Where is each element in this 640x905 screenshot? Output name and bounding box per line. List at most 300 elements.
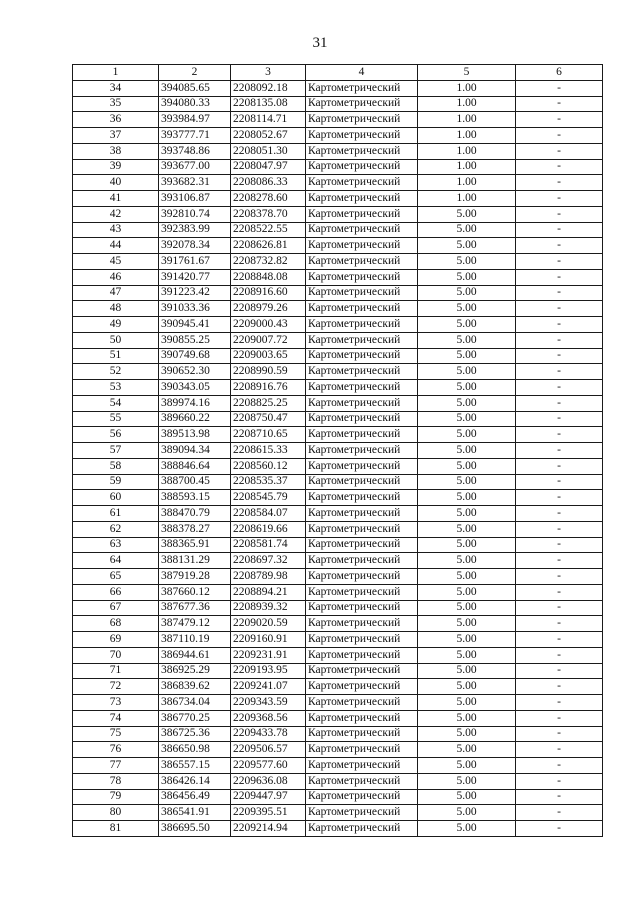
note-cell: - bbox=[516, 222, 603, 238]
method-cell: Картометрический bbox=[306, 506, 418, 522]
x-coordinate-cell: 386925.29 bbox=[159, 663, 231, 679]
point-number-cell: 57 bbox=[73, 443, 159, 459]
note-cell: - bbox=[516, 348, 603, 364]
y-coordinate-cell: 2208092.18 bbox=[231, 80, 306, 96]
x-coordinate-cell: 388846.64 bbox=[159, 458, 231, 474]
y-coordinate-cell: 2209007.72 bbox=[231, 332, 306, 348]
x-coordinate-cell: 386695.50 bbox=[159, 821, 231, 837]
point-number-cell: 65 bbox=[73, 569, 159, 585]
note-cell: - bbox=[516, 553, 603, 569]
point-number-cell: 79 bbox=[73, 789, 159, 805]
method-cell: Картометрический bbox=[306, 647, 418, 663]
table-row bbox=[73, 490, 603, 506]
accuracy-cell: 5.00 bbox=[418, 663, 516, 679]
x-coordinate-cell: 394085.65 bbox=[159, 80, 231, 96]
x-coordinate-cell: 389660.22 bbox=[159, 411, 231, 427]
y-coordinate-cell: 2208979.26 bbox=[231, 301, 306, 317]
y-coordinate-cell: 2208619.66 bbox=[231, 521, 306, 537]
x-coordinate-cell: 392810.74 bbox=[159, 206, 231, 222]
accuracy-cell: 5.00 bbox=[418, 348, 516, 364]
x-coordinate-cell: 386770.25 bbox=[159, 710, 231, 726]
method-cell: Картометрический bbox=[306, 191, 418, 207]
y-coordinate-cell: 2208584.07 bbox=[231, 506, 306, 522]
x-coordinate-cell: 393984.97 bbox=[159, 112, 231, 128]
y-coordinate-cell: 2208789.98 bbox=[231, 569, 306, 585]
point-number-cell: 52 bbox=[73, 364, 159, 380]
y-coordinate-cell: 2208894.21 bbox=[231, 584, 306, 600]
note-cell: - bbox=[516, 301, 603, 317]
note-cell: - bbox=[516, 695, 603, 711]
method-cell: Картометрический bbox=[306, 80, 418, 96]
y-coordinate-cell: 2209003.65 bbox=[231, 348, 306, 364]
note-cell: - bbox=[516, 789, 603, 805]
table-row bbox=[73, 584, 603, 600]
accuracy-cell: 5.00 bbox=[418, 506, 516, 522]
method-cell: Картометрический bbox=[306, 317, 418, 333]
accuracy-cell: 5.00 bbox=[418, 710, 516, 726]
y-coordinate-cell: 2208697.32 bbox=[231, 553, 306, 569]
point-number-cell: 81 bbox=[73, 821, 159, 837]
x-coordinate-cell: 389094.34 bbox=[159, 443, 231, 459]
method-cell: Картометрический bbox=[306, 616, 418, 632]
table-header bbox=[73, 65, 603, 81]
note-cell: - bbox=[516, 742, 603, 758]
accuracy-cell: 5.00 bbox=[418, 364, 516, 380]
note-cell: - bbox=[516, 269, 603, 285]
table-row bbox=[73, 159, 603, 175]
accuracy-cell: 5.00 bbox=[418, 789, 516, 805]
y-coordinate-cell: 2208825.25 bbox=[231, 395, 306, 411]
table-row bbox=[73, 742, 603, 758]
x-coordinate-cell: 386456.49 bbox=[159, 789, 231, 805]
note-cell: - bbox=[516, 427, 603, 443]
table-row bbox=[73, 317, 603, 333]
note-cell: - bbox=[516, 112, 603, 128]
point-number-cell: 62 bbox=[73, 521, 159, 537]
y-coordinate-cell: 2208916.76 bbox=[231, 380, 306, 396]
table-body bbox=[73, 80, 603, 836]
table-row bbox=[73, 789, 603, 805]
method-cell: Картометрический bbox=[306, 222, 418, 238]
accuracy-cell: 5.00 bbox=[418, 317, 516, 333]
x-coordinate-cell: 393682.31 bbox=[159, 175, 231, 191]
accuracy-cell: 5.00 bbox=[418, 695, 516, 711]
x-coordinate-cell: 391761.67 bbox=[159, 254, 231, 270]
method-cell: Картометрический bbox=[306, 301, 418, 317]
point-number-cell: 51 bbox=[73, 348, 159, 364]
note-cell: - bbox=[516, 521, 603, 537]
table-row bbox=[73, 506, 603, 522]
y-coordinate-cell: 2208378.70 bbox=[231, 206, 306, 222]
table-row bbox=[73, 616, 603, 632]
accuracy-cell: 1.00 bbox=[418, 175, 516, 191]
point-number-cell: 56 bbox=[73, 427, 159, 443]
y-coordinate-cell: 2209241.07 bbox=[231, 679, 306, 695]
y-coordinate-cell: 2209506.57 bbox=[231, 742, 306, 758]
point-number-cell: 40 bbox=[73, 175, 159, 191]
note-cell: - bbox=[516, 238, 603, 254]
accuracy-cell: 5.00 bbox=[418, 726, 516, 742]
y-coordinate-cell: 2208626.81 bbox=[231, 238, 306, 254]
note-cell: - bbox=[516, 128, 603, 144]
x-coordinate-cell: 390855.25 bbox=[159, 332, 231, 348]
point-number-cell: 48 bbox=[73, 301, 159, 317]
x-coordinate-cell: 391223.42 bbox=[159, 285, 231, 301]
accuracy-cell: 5.00 bbox=[418, 553, 516, 569]
accuracy-cell: 5.00 bbox=[418, 332, 516, 348]
table-row bbox=[73, 537, 603, 553]
y-coordinate-cell: 2208750.47 bbox=[231, 411, 306, 427]
accuracy-cell: 5.00 bbox=[418, 742, 516, 758]
table-row bbox=[73, 474, 603, 490]
column-header-1: 1 bbox=[73, 65, 159, 81]
x-coordinate-cell: 392078.34 bbox=[159, 238, 231, 254]
y-coordinate-cell: 2208522.55 bbox=[231, 222, 306, 238]
method-cell: Картометрический bbox=[306, 380, 418, 396]
accuracy-cell: 5.00 bbox=[418, 474, 516, 490]
y-coordinate-cell: 2208278.60 bbox=[231, 191, 306, 207]
method-cell: Картометрический bbox=[306, 348, 418, 364]
table-row bbox=[73, 364, 603, 380]
y-coordinate-cell: 2209343.59 bbox=[231, 695, 306, 711]
method-cell: Картометрический bbox=[306, 758, 418, 774]
x-coordinate-cell: 386839.62 bbox=[159, 679, 231, 695]
table-row bbox=[73, 821, 603, 837]
accuracy-cell: 1.00 bbox=[418, 143, 516, 159]
point-number-cell: 47 bbox=[73, 285, 159, 301]
table-row bbox=[73, 647, 603, 663]
x-coordinate-cell: 387110.19 bbox=[159, 632, 231, 648]
method-cell: Картометрический bbox=[306, 458, 418, 474]
note-cell: - bbox=[516, 206, 603, 222]
y-coordinate-cell: 2208545.79 bbox=[231, 490, 306, 506]
table-row bbox=[73, 553, 603, 569]
accuracy-cell: 5.00 bbox=[418, 285, 516, 301]
table-row bbox=[73, 222, 603, 238]
y-coordinate-cell: 2208086.33 bbox=[231, 175, 306, 191]
accuracy-cell: 5.00 bbox=[418, 411, 516, 427]
point-number-cell: 72 bbox=[73, 679, 159, 695]
point-number-cell: 66 bbox=[73, 584, 159, 600]
x-coordinate-cell: 391420.77 bbox=[159, 269, 231, 285]
y-coordinate-cell: 2208535.37 bbox=[231, 474, 306, 490]
y-coordinate-cell: 2209636.08 bbox=[231, 773, 306, 789]
point-number-cell: 77 bbox=[73, 758, 159, 774]
point-number-cell: 64 bbox=[73, 553, 159, 569]
table-row bbox=[73, 569, 603, 585]
point-number-cell: 41 bbox=[73, 191, 159, 207]
table-row bbox=[73, 758, 603, 774]
x-coordinate-cell: 393777.71 bbox=[159, 128, 231, 144]
point-number-cell: 38 bbox=[73, 143, 159, 159]
note-cell: - bbox=[516, 285, 603, 301]
note-cell: - bbox=[516, 159, 603, 175]
table-row bbox=[73, 143, 603, 159]
coordinates-table bbox=[72, 64, 603, 837]
point-number-cell: 53 bbox=[73, 380, 159, 396]
note-cell: - bbox=[516, 364, 603, 380]
table-row bbox=[73, 443, 603, 459]
accuracy-cell: 5.00 bbox=[418, 600, 516, 616]
x-coordinate-cell: 387660.12 bbox=[159, 584, 231, 600]
point-number-cell: 44 bbox=[73, 238, 159, 254]
x-coordinate-cell: 389513.98 bbox=[159, 427, 231, 443]
accuracy-cell: 5.00 bbox=[418, 254, 516, 270]
table-row bbox=[73, 679, 603, 695]
x-coordinate-cell: 394080.33 bbox=[159, 96, 231, 112]
table-row bbox=[73, 805, 603, 821]
point-number-cell: 36 bbox=[73, 112, 159, 128]
column-header-2: 2 bbox=[159, 65, 231, 81]
point-number-cell: 42 bbox=[73, 206, 159, 222]
accuracy-cell: 1.00 bbox=[418, 191, 516, 207]
method-cell: Картометрический bbox=[306, 395, 418, 411]
point-number-cell: 60 bbox=[73, 490, 159, 506]
note-cell: - bbox=[516, 647, 603, 663]
accuracy-cell: 5.00 bbox=[418, 222, 516, 238]
table-row bbox=[73, 663, 603, 679]
point-number-cell: 70 bbox=[73, 647, 159, 663]
table-row bbox=[73, 128, 603, 144]
y-coordinate-cell: 2209368.56 bbox=[231, 710, 306, 726]
method-cell: Картометрический bbox=[306, 726, 418, 742]
point-number-cell: 78 bbox=[73, 773, 159, 789]
table-row bbox=[73, 269, 603, 285]
method-cell: Картометрический bbox=[306, 569, 418, 585]
note-cell: - bbox=[516, 395, 603, 411]
method-cell: Картометрический bbox=[306, 411, 418, 427]
table-row bbox=[73, 285, 603, 301]
note-cell: - bbox=[516, 254, 603, 270]
note-cell: - bbox=[516, 443, 603, 459]
note-cell: - bbox=[516, 175, 603, 191]
y-coordinate-cell: 2208581.74 bbox=[231, 537, 306, 553]
table-row bbox=[73, 710, 603, 726]
point-number-cell: 63 bbox=[73, 537, 159, 553]
x-coordinate-cell: 390652.30 bbox=[159, 364, 231, 380]
note-cell: - bbox=[516, 616, 603, 632]
x-coordinate-cell: 388593.15 bbox=[159, 490, 231, 506]
note-cell: - bbox=[516, 679, 603, 695]
method-cell: Картометрический bbox=[306, 537, 418, 553]
point-number-cell: 43 bbox=[73, 222, 159, 238]
point-number-cell: 67 bbox=[73, 600, 159, 616]
note-cell: - bbox=[516, 710, 603, 726]
x-coordinate-cell: 389974.16 bbox=[159, 395, 231, 411]
point-number-cell: 34 bbox=[73, 80, 159, 96]
method-cell: Картометрический bbox=[306, 112, 418, 128]
point-number-cell: 45 bbox=[73, 254, 159, 270]
accuracy-cell: 1.00 bbox=[418, 96, 516, 112]
point-number-cell: 39 bbox=[73, 159, 159, 175]
note-cell: - bbox=[516, 411, 603, 427]
accuracy-cell: 5.00 bbox=[418, 458, 516, 474]
column-header-6: 6 bbox=[516, 65, 603, 81]
point-number-cell: 75 bbox=[73, 726, 159, 742]
method-cell: Картометрический bbox=[306, 175, 418, 191]
table-row bbox=[73, 80, 603, 96]
note-cell: - bbox=[516, 474, 603, 490]
y-coordinate-cell: 2208052.67 bbox=[231, 128, 306, 144]
x-coordinate-cell: 388365.91 bbox=[159, 537, 231, 553]
accuracy-cell: 5.00 bbox=[418, 773, 516, 789]
y-coordinate-cell: 2209577.60 bbox=[231, 758, 306, 774]
x-coordinate-cell: 388131.29 bbox=[159, 553, 231, 569]
y-coordinate-cell: 2209395.51 bbox=[231, 805, 306, 821]
x-coordinate-cell: 386944.61 bbox=[159, 647, 231, 663]
method-cell: Картометрический bbox=[306, 521, 418, 537]
x-coordinate-cell: 387677.36 bbox=[159, 600, 231, 616]
method-cell: Картометрический bbox=[306, 254, 418, 270]
method-cell: Картометрический bbox=[306, 443, 418, 459]
table-row bbox=[73, 348, 603, 364]
column-header-5: 5 bbox=[418, 65, 516, 81]
method-cell: Картометрический bbox=[306, 238, 418, 254]
accuracy-cell: 5.00 bbox=[418, 395, 516, 411]
method-cell: Картометрический bbox=[306, 663, 418, 679]
table-row bbox=[73, 238, 603, 254]
header-row bbox=[73, 65, 603, 81]
x-coordinate-cell: 386541.91 bbox=[159, 805, 231, 821]
accuracy-cell: 5.00 bbox=[418, 301, 516, 317]
x-coordinate-cell: 388470.79 bbox=[159, 506, 231, 522]
method-cell: Картометрический bbox=[306, 159, 418, 175]
method-cell: Картометрический bbox=[306, 128, 418, 144]
accuracy-cell: 5.00 bbox=[418, 443, 516, 459]
x-coordinate-cell: 386725.36 bbox=[159, 726, 231, 742]
accuracy-cell: 5.00 bbox=[418, 206, 516, 222]
table-row bbox=[73, 175, 603, 191]
accuracy-cell: 5.00 bbox=[418, 269, 516, 285]
y-coordinate-cell: 2208732.82 bbox=[231, 254, 306, 270]
accuracy-cell: 1.00 bbox=[418, 128, 516, 144]
y-coordinate-cell: 2208848.08 bbox=[231, 269, 306, 285]
table-row bbox=[73, 191, 603, 207]
method-cell: Картометрический bbox=[306, 710, 418, 726]
x-coordinate-cell: 390343.05 bbox=[159, 380, 231, 396]
accuracy-cell: 5.00 bbox=[418, 821, 516, 837]
y-coordinate-cell: 2208114.71 bbox=[231, 112, 306, 128]
point-number-cell: 76 bbox=[73, 742, 159, 758]
accuracy-cell: 5.00 bbox=[418, 537, 516, 553]
accuracy-cell: 5.00 bbox=[418, 647, 516, 663]
method-cell: Картометрический bbox=[306, 600, 418, 616]
table-row bbox=[73, 773, 603, 789]
method-cell: Картометрический bbox=[306, 206, 418, 222]
method-cell: Картометрический bbox=[306, 679, 418, 695]
x-coordinate-cell: 386557.15 bbox=[159, 758, 231, 774]
method-cell: Картометрический bbox=[306, 427, 418, 443]
note-cell: - bbox=[516, 600, 603, 616]
y-coordinate-cell: 2208990.59 bbox=[231, 364, 306, 380]
point-number-cell: 37 bbox=[73, 128, 159, 144]
y-coordinate-cell: 2209160.91 bbox=[231, 632, 306, 648]
point-number-cell: 59 bbox=[73, 474, 159, 490]
x-coordinate-cell: 386734.04 bbox=[159, 695, 231, 711]
accuracy-cell: 5.00 bbox=[418, 490, 516, 506]
y-coordinate-cell: 2208939.32 bbox=[231, 600, 306, 616]
point-number-cell: 61 bbox=[73, 506, 159, 522]
point-number-cell: 68 bbox=[73, 616, 159, 632]
note-cell: - bbox=[516, 458, 603, 474]
point-number-cell: 74 bbox=[73, 710, 159, 726]
y-coordinate-cell: 2208135.08 bbox=[231, 96, 306, 112]
x-coordinate-cell: 390945.41 bbox=[159, 317, 231, 333]
y-coordinate-cell: 2208560.12 bbox=[231, 458, 306, 474]
x-coordinate-cell: 393677.00 bbox=[159, 159, 231, 175]
point-number-cell: 73 bbox=[73, 695, 159, 711]
method-cell: Картометрический bbox=[306, 490, 418, 506]
accuracy-cell: 1.00 bbox=[418, 80, 516, 96]
note-cell: - bbox=[516, 569, 603, 585]
table-row bbox=[73, 254, 603, 270]
note-cell: - bbox=[516, 506, 603, 522]
y-coordinate-cell: 2208047.97 bbox=[231, 159, 306, 175]
note-cell: - bbox=[516, 773, 603, 789]
point-number-cell: 58 bbox=[73, 458, 159, 474]
note-cell: - bbox=[516, 96, 603, 112]
point-number-cell: 35 bbox=[73, 96, 159, 112]
note-cell: - bbox=[516, 490, 603, 506]
method-cell: Картометрический bbox=[306, 364, 418, 380]
table-row bbox=[73, 726, 603, 742]
note-cell: - bbox=[516, 805, 603, 821]
x-coordinate-cell: 387919.28 bbox=[159, 569, 231, 585]
method-cell: Картометрический bbox=[306, 143, 418, 159]
accuracy-cell: 5.00 bbox=[418, 805, 516, 821]
y-coordinate-cell: 2209231.91 bbox=[231, 647, 306, 663]
note-cell: - bbox=[516, 632, 603, 648]
method-cell: Картометрический bbox=[306, 584, 418, 600]
note-cell: - bbox=[516, 537, 603, 553]
method-cell: Картометрический bbox=[306, 789, 418, 805]
point-number-cell: 49 bbox=[73, 317, 159, 333]
method-cell: Картометрический bbox=[306, 695, 418, 711]
y-coordinate-cell: 2209214.94 bbox=[231, 821, 306, 837]
column-header-4: 4 bbox=[306, 65, 418, 81]
method-cell: Картометрический bbox=[306, 773, 418, 789]
table-row bbox=[73, 301, 603, 317]
accuracy-cell: 1.00 bbox=[418, 159, 516, 175]
accuracy-cell: 5.00 bbox=[418, 521, 516, 537]
method-cell: Картометрический bbox=[306, 285, 418, 301]
method-cell: Картометрический bbox=[306, 805, 418, 821]
note-cell: - bbox=[516, 317, 603, 333]
y-coordinate-cell: 2209433.78 bbox=[231, 726, 306, 742]
point-number-cell: 71 bbox=[73, 663, 159, 679]
point-number-cell: 50 bbox=[73, 332, 159, 348]
x-coordinate-cell: 388378.27 bbox=[159, 521, 231, 537]
accuracy-cell: 5.00 bbox=[418, 569, 516, 585]
y-coordinate-cell: 2208710.65 bbox=[231, 427, 306, 443]
accuracy-cell: 5.00 bbox=[418, 380, 516, 396]
x-coordinate-cell: 386650.98 bbox=[159, 742, 231, 758]
column-header-3: 3 bbox=[231, 65, 306, 81]
x-coordinate-cell: 388700.45 bbox=[159, 474, 231, 490]
table-row bbox=[73, 96, 603, 112]
table-row bbox=[73, 521, 603, 537]
y-coordinate-cell: 2209020.59 bbox=[231, 616, 306, 632]
point-number-cell: 46 bbox=[73, 269, 159, 285]
table-row bbox=[73, 380, 603, 396]
note-cell: - bbox=[516, 380, 603, 396]
accuracy-cell: 5.00 bbox=[418, 584, 516, 600]
method-cell: Картометрический bbox=[306, 632, 418, 648]
point-number-cell: 80 bbox=[73, 805, 159, 821]
method-cell: Картометрический bbox=[306, 474, 418, 490]
note-cell: - bbox=[516, 821, 603, 837]
table-row bbox=[73, 632, 603, 648]
